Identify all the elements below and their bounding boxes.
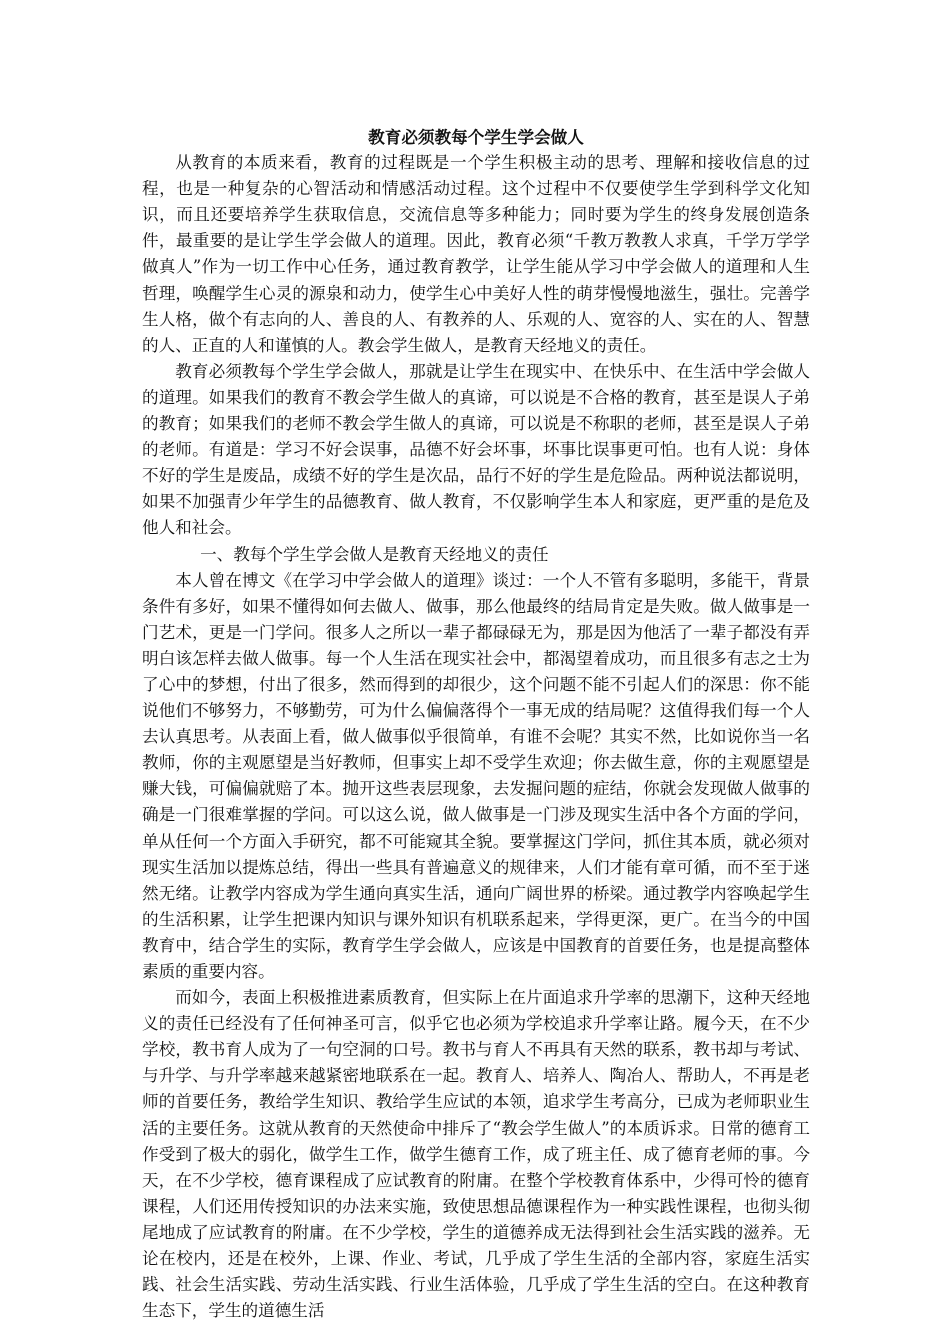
- section-paragraph-2: 而如今，表面上积极推进素质教育，但实际上在片面追求升学率的思潮下，这种天经地义的责任已经没有了任何神圣可言，似乎它也必须为学校追求升学率让路。履今天，在不少学校，教书育人成为了一句空洞的口号。教书与育人不再具有天然的联系，教书却与考试、与升学、与升学率越来越紧密地联系在一起。教育人、培养人、陶冶人、帮助人，不再是老师的首要任务，教给学生知识、教给学生应试的本领，追求学生考高分，已成为老师职业生活的主要任务。这就从教育的天然使命中排斥了“教会学生做人”的本质诉求。日常的德育工作受到了极大的弱化，做学生工作，做学生德育工作，成了班主任、成了德育老师的事。今天，在不少学校，德育课程成了应试教育的附庸。在整个学校教育体系中，少得可怜的德育课程，人们还用传授知识的办法来实施，致使思想品德课程作为一种实践性课程，也彻头彻尾地成了应试教育的附庸。在不少学校，学生的道德养成无法得到社会生活实践的滋养。无论在校内，还是在校外，上课、作业、考试，几乎成了学生生活的全部内容，家庭生活实践、社会生活实践、劳动生活实践、行业生活体验，几乎成了学生生活的空白。在这种教育生态下，学生的道德生活: [142, 988, 810, 1321]
- paragraph-main: 教育必须教每个学生学会做人，那就是让学生在现实中、在快乐中、在生活中学会做人的道理。如果我们的教育不教会学生做人的真谛，可以说是不合格的教育，甚至是误人子弟的教育；如果我们的老师不教会学生做人的真谛，可以说是不称职的老师，甚至是误人子弟的老师。有道是：学习不好会误事，品德不好会坏事，坏事比误事更可怕。也有人说：身体不好的学生是废品，成绩不好的学生是次品，品行不好的学生是危险品。两种说法都说明，如果不加强青少年学生的品德教育、做人教育，不仅影响学生本人和家庭，更严重的是危及他人和社会。: [142, 361, 810, 538]
- section-paragraph-1: 本人曾在博文《在学习中学会做人的道理》谈过：一个人不管有多聪明，多能干，背景条件有多好，如果不懂得如何去做人、做事，那么他最终的结局肯定是失败。做人做事是一门艺术，更是一门学问。很多人之所以一辈子都碌碌无为，那是因为他活了一辈子都没有弄明白该怎样去做人做事。每一个人生活在现实社会中，都渴望着成功，而且很多有志之士为了心中的梦想，付出了很多，然而得到的却很少，这个问题不能不引起人们的深思：你不能说他们不够努力，不够勤劳，可为什么偏偏落得个一事无成的结局呢？这值得我们每一个人去认真思考。从表面上看，做人做事似乎很简单，有谁不会呢？其实不然，比如说你当一名教师，你的主观愿望是当好教师，但事实上却不受学生欢迎；你去做生意，你的主观愿望是赚大钱，可偏偏就赔了本。抛开这些表层现象，去发掘问题的症结，你就会发现做人做事的确是一门很难掌握的学问。可以这么说，做人做事是一门涉及现实生活中各个方面的学问，单从任何一个方面入手研究，都不可能窥其全貌。要掌握这门学问，抓住其本质，就必须对现实生活加以提炼总结，得出一些具有普遍意义的规律来，人们才能有章可循，而不至于迷然无绪。让教学内容成为学生通向真实生活，通向广阔世界的桥梁。通过教学内容唤起学生的生活积累，让学生把课内知识与课外知识有机联系起来，学得更深，更广。在当今的中国教育中，结合学生的实际，教育学生学会做人，应该是中国教育的首要任务，也是提高整体素质的重要内容。: [142, 570, 810, 981]
- section-heading: 一、教每个学生学会做人是教育天经地义的责任: [200, 544, 549, 564]
- paragraph-intro: 从教育的本质来看，教育的过程既是一个学生积极主动的思考、理解和接收信息的过程，也是一种复杂的心智活动和情感活动过程。这个过程中不仅要使学生学到科学文化知识，而且还要培养学生获取信息，交流信息等多种能力；同时要为学生的终身发展创造条件，最重要的是让学生学会做人的道理。因此，教育必须“千教万教教人求真，千学万学学做真人”作为一切工作中心任务，通过教育教学，让学生能从学习中学会做人的道理和人生哲理，唤醒学生心灵的源泉和动力，使学生心中美好人性的萌芽慢慢地滋生，强壮。完善学生人格，做个有志向的人、善良的人、有教养的人、乐观的人、宽容的人、实在的人、智慧的人、正直的人和谨慎的人。教会学生做人，是教育天经地义的责任。: [142, 153, 810, 355]
- document-title: 教育必须教每个学生学会做人: [368, 127, 584, 147]
- document-body: [142, 124, 810, 1324]
